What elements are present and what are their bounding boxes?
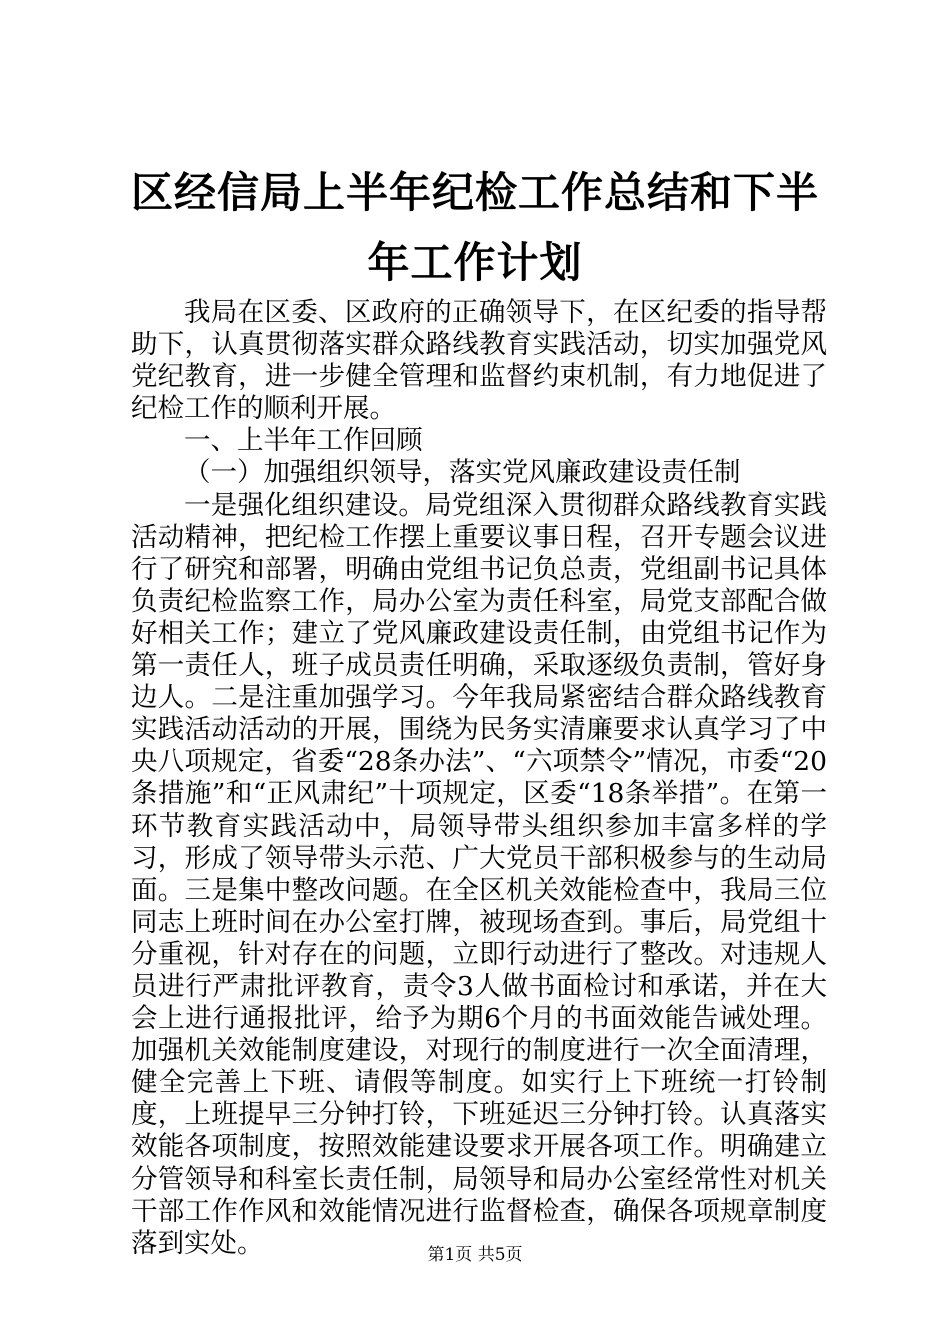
subsection-heading: （一）加强组织领导，落实党风廉政建设责任制 (184, 457, 741, 489)
page-footer: 第1页 共5页 (427, 1245, 523, 1265)
document-body (131, 297, 827, 1260)
paragraph-body: 一是强化组织建设。局党组深入贯彻群众路线教育实践活动精神，把纪检工作摆上重要议事日程，召开专题会议进行了研究和部署，明确由党组书记负总责，党组副书记具体负责纪检监察工作，局办公室为责任科室，局党支部配合做好相关工作；建立了党风廉政建设责任制，由党组书记作为第一责任人，班子成员责任明确，采取逐级负责制，管好身边人。二是注重加强学习。今年我局紧密结合群众路线教育实践活动活动的开展，围绕为民务实清廉要求认真学习了中央八项规定，省委“28条办法”、“六项禁令”情况，市委“20条措施”和“正风肃纪”十项规定，区委“18条举措”。在第一环节教育实践活动中，局领导带头组织参加丰富多样的学习，形成了领导带头示范、广大党员干部积极参与的生动局面。三是集中整改问题。在全区机关效能检查中，我局三位同志上班时间在办公室打牌，被现场查到。事后，局党组十分重视，针对存在的问题，立即行动进行了整改。对违规人员进行严肃批评教育，责令3人做书面检讨和承诺，并在大会上进行通报批评，给予为期6个月的书面效能告诫处理。加强机关效能制度建设，对现行的制度进行一次全面清理，健全完善上下班、请假等制度。如实行上下班统一打铃制度，上班提早三分钟打铃，下班延迟三分钟打铃。认真落实效能各项制度，按照效能建设要求开展各项工作。明确建立分管领导和科室长责任制，局领导和局办公室经常性对机关干部工作作风和效能情况进行监督检查，确保各项规章制度落到实处。 (131, 489, 827, 1259)
section-heading: 一、上半年工作回顾 (184, 425, 423, 457)
paragraph-intro: 我局在区委、区政府的正确领导下，在区纪委的指导帮助下，认真贯彻落实群众路线教育实践活动，切实加强党风党纪教育，进一步健全管理和监督约束机制，有力地促进了纪检工作的顺利开展。 (131, 297, 827, 425)
document-title: 区经信局上半年纪检工作总结和下半年工作计划 (130, 168, 819, 287)
